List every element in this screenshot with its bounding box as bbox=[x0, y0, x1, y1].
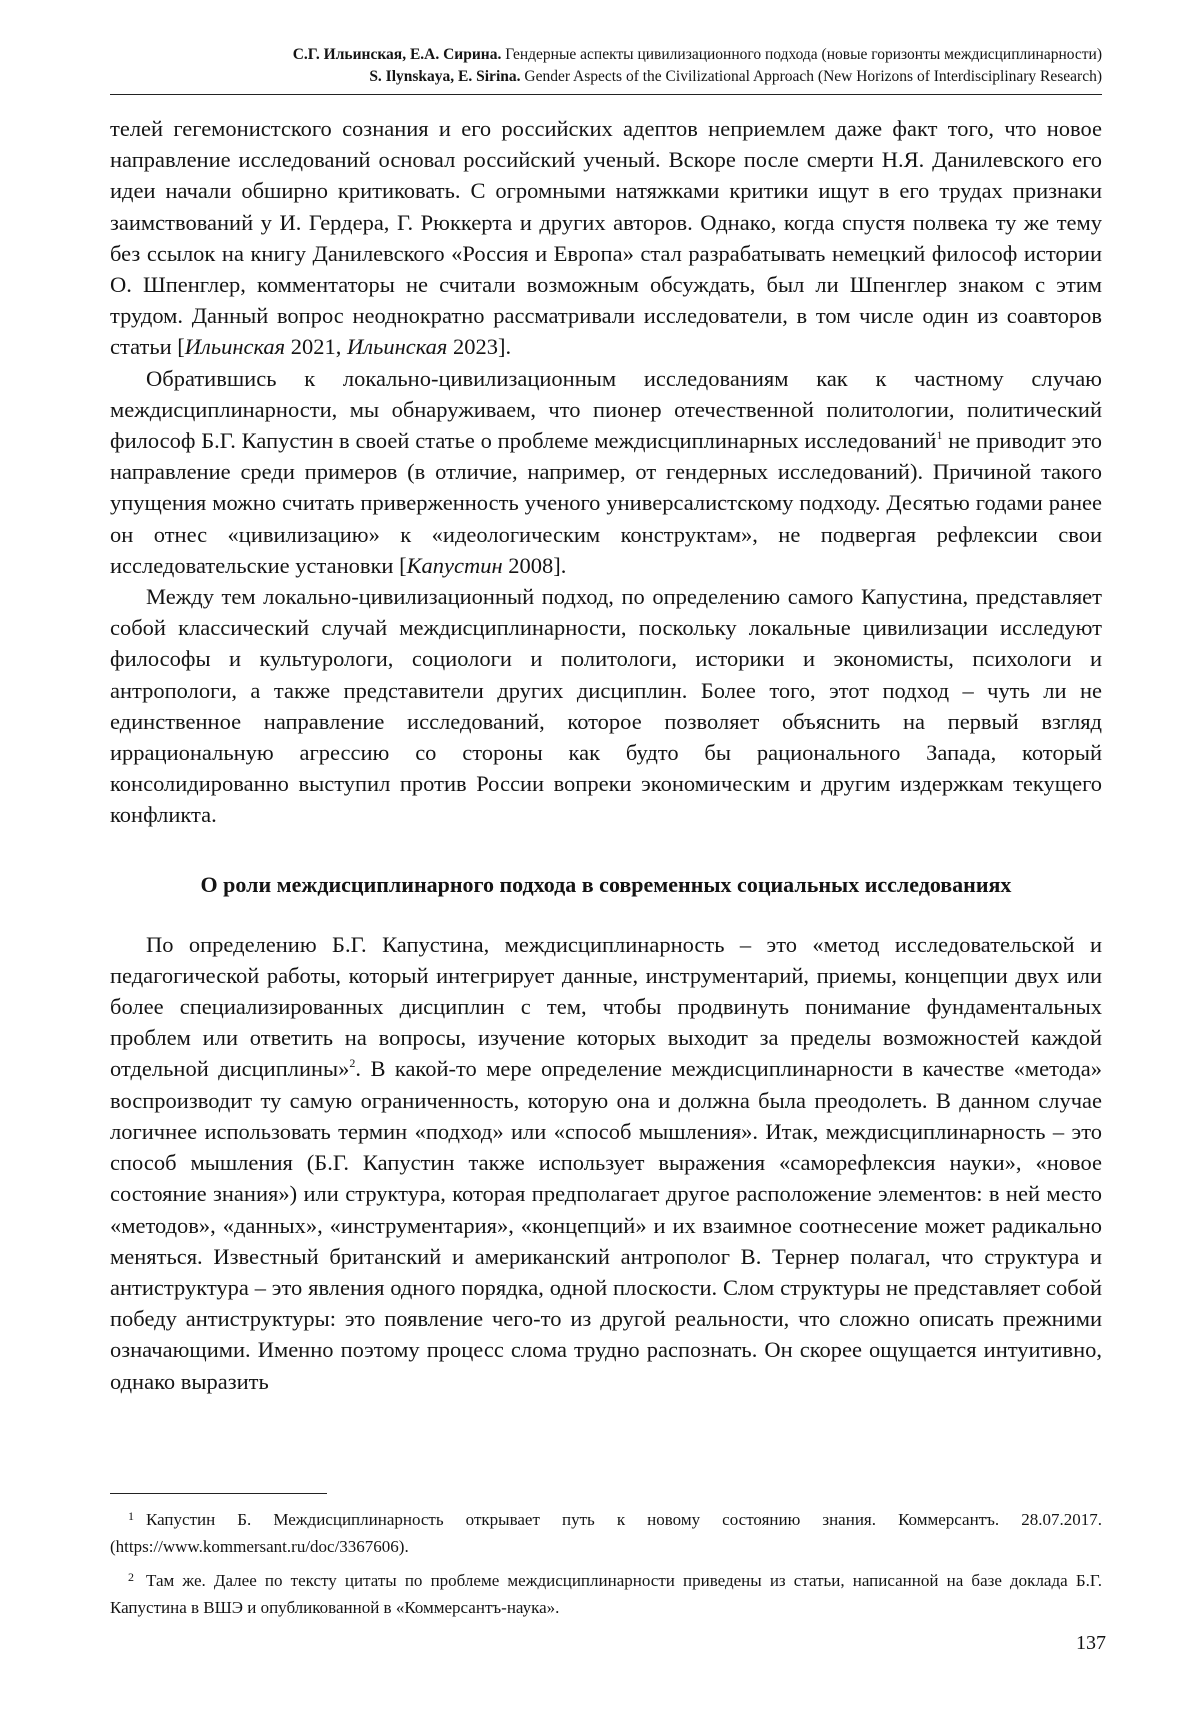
paragraph-4-continuation: . В какой-то мере определение междисциплинарности в качестве «метода» воспроизводит ту самую ограниченность, которую она и должна была преодолеть. В данном случае логичнее использовать термин «подход» или «способ мышления». Итак, междисциплинарность – это способ мышления (Б.Г. Капустин также использует выражения «саморефлексия науки», «новое состояние знания») или структура, которая предполагает другое расположение элементов: в ней место «методов», «данных», «инструментария», «концепций» и их взаимное соотнесение может радикально меняться. Известный британский и американский антрополог В. Тернер полагал, что структура и антиструктура – это явления одного порядка, одной плоскости. Слом структуры не представляет собой победу антиструктуры: это появление чего-то из другой реальности, что сложно описать прежними означающими. Именно поэтому процесс слома трудно распознать. Он скорее ощущается интуитивно, однако выразить bbox=[110, 1056, 1102, 1394]
footnotes bbox=[110, 1503, 1102, 1625]
paragraph-2-continuation: не приводит это направление среди примеров (в отличие, например, от гендерных исследований). Причиной такого упущения можно считать приверженность ученого универсалистскому подходу. Десятью годами ранее он отнес «цивилизацию» к «идеологическим конструктам», не подвергая рефлексии свои исследовательские установки [ bbox=[110, 428, 1102, 578]
page-number: 137 bbox=[1076, 1632, 1106, 1654]
header-en-title: Gender Aspects of the Civilizational Approach (New Horizons of Interdisciplinary Research) bbox=[524, 68, 1102, 85]
citation-author: Ильинская bbox=[347, 334, 448, 360]
header-ru-title: Гендерные аспекты цивилизационного подхода (новые горизонты междисциплинарности) bbox=[505, 46, 1102, 63]
header-rule bbox=[110, 94, 1102, 95]
header-ru-authors: С.Г. Ильинская, Е.А. Сирина. bbox=[292, 46, 502, 63]
footnote-rule bbox=[110, 1493, 327, 1494]
paragraph-2 bbox=[110, 363, 1102, 581]
footnote-ref-2[interactable]: 2 bbox=[349, 1056, 356, 1071]
citation-author: Ильинская bbox=[184, 334, 286, 360]
paragraph-4 bbox=[110, 929, 1102, 1397]
paragraph-1-text: телей гегемонистского сознания и его российских адептов неприемлем даже факт того, что новое направление исследований основал российский ученый. Вскоре после смерти Н.Я. Данилевского его идеи начали обширно критиковать. С огромными натяжками критики ищут в его трудах признаки заимствований у И. Гердера, Г. Рюккерта и других авторов. Однако, когда спустя полвека ту же тему без ссылок на книгу Данилевского «Россия и Европа» стал разрабатывать немецкий философ истории О. Шпенглер, комментаторы не считали возможным обсуждать, был ли Шпенглер знаком с этим трудом. Данный вопрос неоднократно рассматривали исследователи, в том числе один из соавторов статьи [ bbox=[110, 116, 1102, 360]
footnote-text: Там же. Далее по тексту цитаты по проблеме междисциплинарности приведены из статьи, написанной на базе доклада Б.Г. Капустина в ВШЭ и опубликованной в «Коммерсантъ-наука». bbox=[110, 1571, 1102, 1617]
paragraph-4-text: По определению Б.Г. Капустина, междисциплинарность – это «метод исследовательской и педагогической работы, который интегрирует данные, инструментарий, приемы, концепции двух или более специализированных дисциплин с тем, чтобы продвинуть понимание фундаментальных проблем или ответить на вопросы, изучение которых выходит за пределы возможностей каждой отдельной дисциплины» bbox=[110, 931, 1102, 1082]
paragraph-1 bbox=[110, 113, 1102, 363]
footnote-2 bbox=[110, 1564, 1102, 1621]
citation-year: 2023]. bbox=[447, 334, 512, 360]
footnote-ref-1[interactable]: 1 bbox=[936, 428, 943, 443]
running-header bbox=[110, 44, 1102, 88]
header-en-authors: S. Ilynskaya, E. Sirina. bbox=[369, 68, 521, 85]
footnote-mark: 2 bbox=[128, 1570, 134, 1584]
footnote-1 bbox=[110, 1503, 1102, 1560]
footnote-mark: 1 bbox=[128, 1509, 134, 1523]
article-body bbox=[110, 113, 1102, 1397]
citation-author: Капустин bbox=[406, 552, 503, 578]
paragraph-2-text: Обратившись к локально-цивилизационным исследованиям как к частному случаю междисциплинарности, мы обнаруживаем, что пионер отечественной политологии, политический философ Б.Г. Капустин в своей статье о проблеме междисциплинарных исследований bbox=[110, 365, 1102, 454]
page bbox=[110, 44, 1102, 1397]
paragraph-3: Между тем локально-цивилизационный подход, по определению самого Капустина, представляет собой классический случай междисциплинарности, поскольку локальные цивилизации исследуют философы и культурологи, социологи и политологи, историки и экономисты, психологи и антропологи, а также представители других дисциплин. Более того, этот подход – чуть ли не единственное направление исследований, которое позволяет объяснить на первый взгляд иррациональную агрессию со стороны как будто бы рационального Запада, который консолидированно выступил против России вопреки экономическим и другим издержкам текущего конфликта. bbox=[110, 584, 1102, 828]
footnote-text: Капустин Б. Междисциплинарность открывает путь к новому состоянию знания. Коммерсантъ. 28.07.2017. (https://www.kommersant.ru/doc/3367606). bbox=[110, 1510, 1102, 1556]
running-header-ru bbox=[110, 44, 1102, 66]
section-heading: О роли междисциплинарного подхода в современных социальных исследованиях bbox=[200, 871, 1012, 897]
citation-year: 2008]. bbox=[502, 552, 567, 578]
running-header-en bbox=[110, 66, 1102, 88]
citation-year: 2021, bbox=[285, 334, 348, 360]
